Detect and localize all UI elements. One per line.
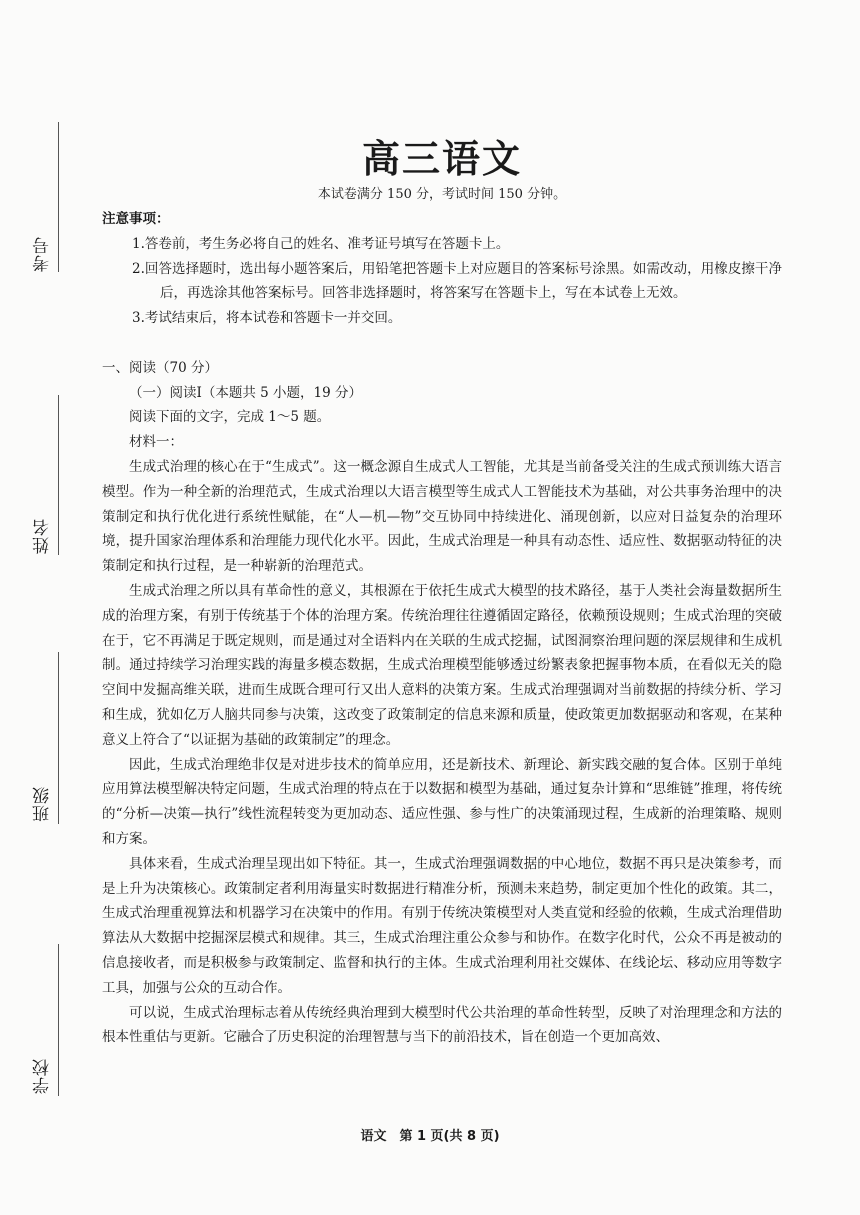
notice-item: 2.回答选择题时，选出每小题答案后，用铅笔把答题卡上对应题目的答案标号涂黑。如需改动，用橡皮擦干净后，再选涂其他答案标号。回答非选择题时，将答案写在答题卡上，写在本试卷上无效。 (132, 260, 782, 302)
section-heading: 一、阅读（70 分） (102, 359, 218, 376)
class-label: 班级 (33, 786, 53, 822)
school-label: 学校 (33, 1058, 53, 1094)
exam-subtitle: 本试卷满分 150 分，考试时间 150 分钟。 (317, 187, 567, 202)
notice-heading: 注意事项： (102, 211, 170, 227)
exam-body (102, 207, 782, 1050)
notice-item: 3.考试结束后，将本试卷和答题卡一并交回。 (132, 310, 402, 327)
page-title: 高三语文 (361, 136, 522, 181)
paragraph: 可以说，生成式治理标志着从传统经典治理到大模型时代公共治理的革命性转型，反映了对治理理念和方法的根本性重估与更新。它融合了历史积淀的治理智慧与当下的前沿技术，旨在创造一个更加高效、 (102, 1004, 782, 1046)
name-label: 姓名 (33, 518, 53, 554)
notice-item: 1.答卷前，考生务必将自己的姓名、准考证号填写在答题卡上。 (132, 235, 510, 252)
page-footer: 语文 第 1 页(共 8 页) (360, 1129, 500, 1144)
paragraph: 生成式治理的核心在于“生成式”。这一概念源自生成式人工智能，尤其是当前备受关注的生成式预训练大语言模型。作为一种全新的治理范式，生成式治理以大语言模型等生成式人工智能技术为基础，对公共事务治理中的决策制定和执行优化进行系统性赋能，在“人—机—物”交互协同中持续进化、涌现创新，以应对日益复杂的治理环境，提升国家治理体系和治理能力现代化水平。因此，生成式治理是一种具有动态性、适应性、数据驱动特征的决策制定和执行过程，是一种崭新的治理范式。 (102, 458, 782, 575)
class-line (58, 652, 59, 824)
instruction: 阅读下面的文字，完成 1～5 题。 (129, 409, 331, 426)
paragraph: 具体来看，生成式治理呈现出如下特征。其一，生成式治理强调数据的中心地位，数据不再只是决策参考，而是上升为决策核心。政策制定者利用海量实时数据进行精准分析，预测未来趋势，制定更加个性化的政策。其二，生成式治理重视算法和机器学习在决策中的作用。有别于传统决策模型对人类直觉和经验的依赖，生成式治理借助算法从大数据中挖掘深层模式和规律。其三，生成式治理注重公众参与和协作。在数字化时代，公众不再是被动的信息接收者，而是积极参与政策制定、监督和执行的主体。生成式治理利用社交媒体、在线论坛、移动应用等数字工具，加强与公众的互动合作。 (102, 855, 782, 996)
exam-number-label: 考号 (33, 236, 53, 272)
material-label: 材料一： (129, 434, 183, 451)
exam-number-line (58, 122, 59, 272)
reading-heading: （一）阅读Ⅰ（本题共 5 小题，19 分） (129, 384, 362, 401)
paragraph: 生成式治理之所以具有革命性的意义，其根源在于依托生成式大模型的技术路径，基于人类社会海量数据所生成的治理方案，有别于传统基于个体的治理方案。传统治理往往遵循固定路径，依赖预设规则；生成式治理的突破在于，它不再满足于既定规则，而是通过对全语料内在关联的生成式挖掘，试图洞察治理问题的深层规律和生成机制。通过持续学习治理实践的海量多模态数据，生成式治理模型能够透过纷繁表象把握事物本质，在看似无关的隐空间中发掘高维关联，进而生成既合理可行又出人意料的决策方案。生成式治理强调对当前数据的持续分析、学习和生成，犹如亿万人脑共同参与决策，这改变了政策制定的信息来源和质量，使政策更加数据驱动和客观，在某种意义上符合了“以证据为基础的政策制定”的理念。 (102, 582, 782, 748)
school-line (58, 944, 59, 1096)
paragraph: 因此，生成式治理绝非仅是对进步技术的简单应用，还是新技术、新理论、新实践交融的复合体。区别于单纯应用算法模型解决特定问题，生成式治理的特点在于以数据和模型为基础，通过复杂计算和“思维链”推理，将传统的“分析—决策—执行”线性流程转变为更加动态、适应性强、参与性广的决策涌现过程，生成新的治理策略、规则和方案。 (102, 756, 782, 847)
name-line (58, 395, 59, 555)
